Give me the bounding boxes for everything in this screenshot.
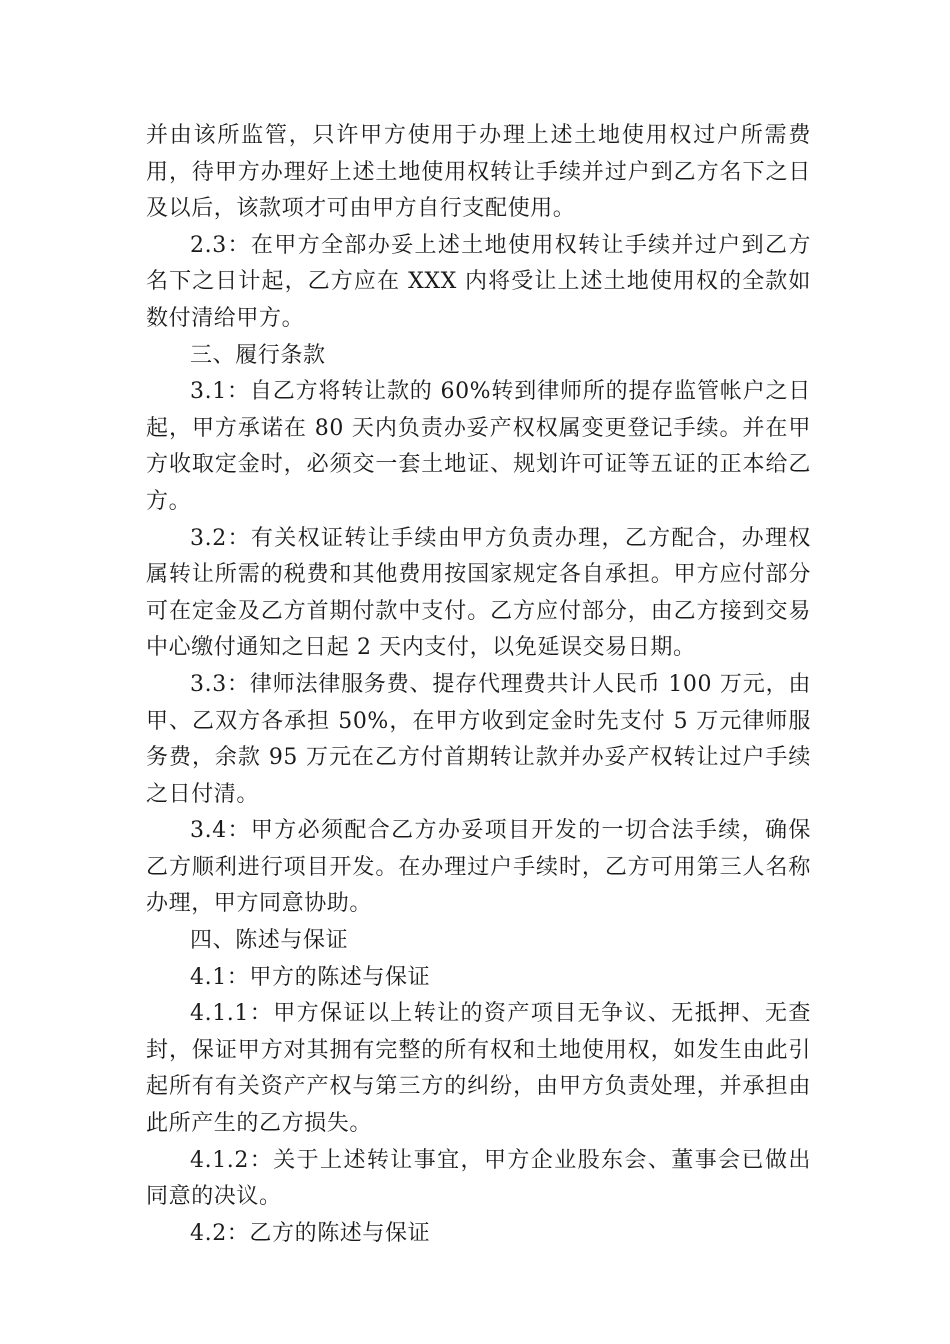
section-heading-3: 三、履行条款	[190, 342, 326, 368]
clause-4-1-1: 4.1.1：甲方保证以上转让的资产项目无争议、无抵押、无查封，保证甲方对其拥有完整的所有权和土地使用权，如发生由此引起所有有关资产产权与第三方的纠纷，由甲方负责处理，并承担由此所产生的乙方损失。	[146, 1001, 811, 1137]
clause-4-1: 4.1：甲方的陈述与保证	[190, 964, 431, 990]
clause-3-4: 3.4：甲方必须配合乙方办妥项目开发的一切合法手续，确保乙方顺利进行项目开发。在办理过户手续时，乙方可用第三人名称办理，甲方同意协助。	[146, 818, 811, 917]
clause-2-3: 2.3：在甲方全部办妥上述土地使用权转让手续并过户到乙方名下之日计起，乙方应在 XXX 内将受让上述土地使用权的全款如数付清给甲方。	[146, 232, 811, 331]
clause-4-2: 4.2：乙方的陈述与保证	[190, 1220, 431, 1246]
paragraph-continuation: 并由该所监管，只许甲方使用于办理上述土地使用权过户所需费用，待甲方办理好上述土地使用权转让手续并过户到乙方名下之日及以后，该款项才可由甲方自行支配使用。	[146, 123, 811, 222]
clause-3-3: 3.3：律师法律服务费、提存代理费共计人民币 100 万元，由甲、乙双方各承担 50%，在甲方收到定金时先支付 5 万元律师服务费，余款 95 万元在乙方付首期转让款并办妥产权转让过户手续之日付清。	[146, 671, 811, 807]
document-body	[146, 118, 811, 1252]
clause-3-1: 3.1：自乙方将转让款的 60%转到律师所的提存监管帐户之日起，甲方承诺在 80 天内负责办妥产权权属变更登记手续。并在甲方收取定金时，必须交一套土地证、规划许可证等五证的正本给乙方。	[146, 379, 811, 514]
clause-4-1-2: 4.1.2：关于上述转让事宜，甲方企业股东会、董事会已做出同意的决议。	[146, 1147, 811, 1210]
clause-3-2: 3.2：有关权证转让手续由甲方负责办理，乙方配合，办理权属转让所需的税费和其他费用按国家规定各自承担。甲方应付部分可在定金及乙方首期付款中支付。乙方应付部分，由乙方接到交易中心缴付通知之日起 2 天内支付，以免延误交易日期。	[146, 525, 811, 661]
section-heading-4: 四、陈述与保证	[190, 928, 349, 954]
